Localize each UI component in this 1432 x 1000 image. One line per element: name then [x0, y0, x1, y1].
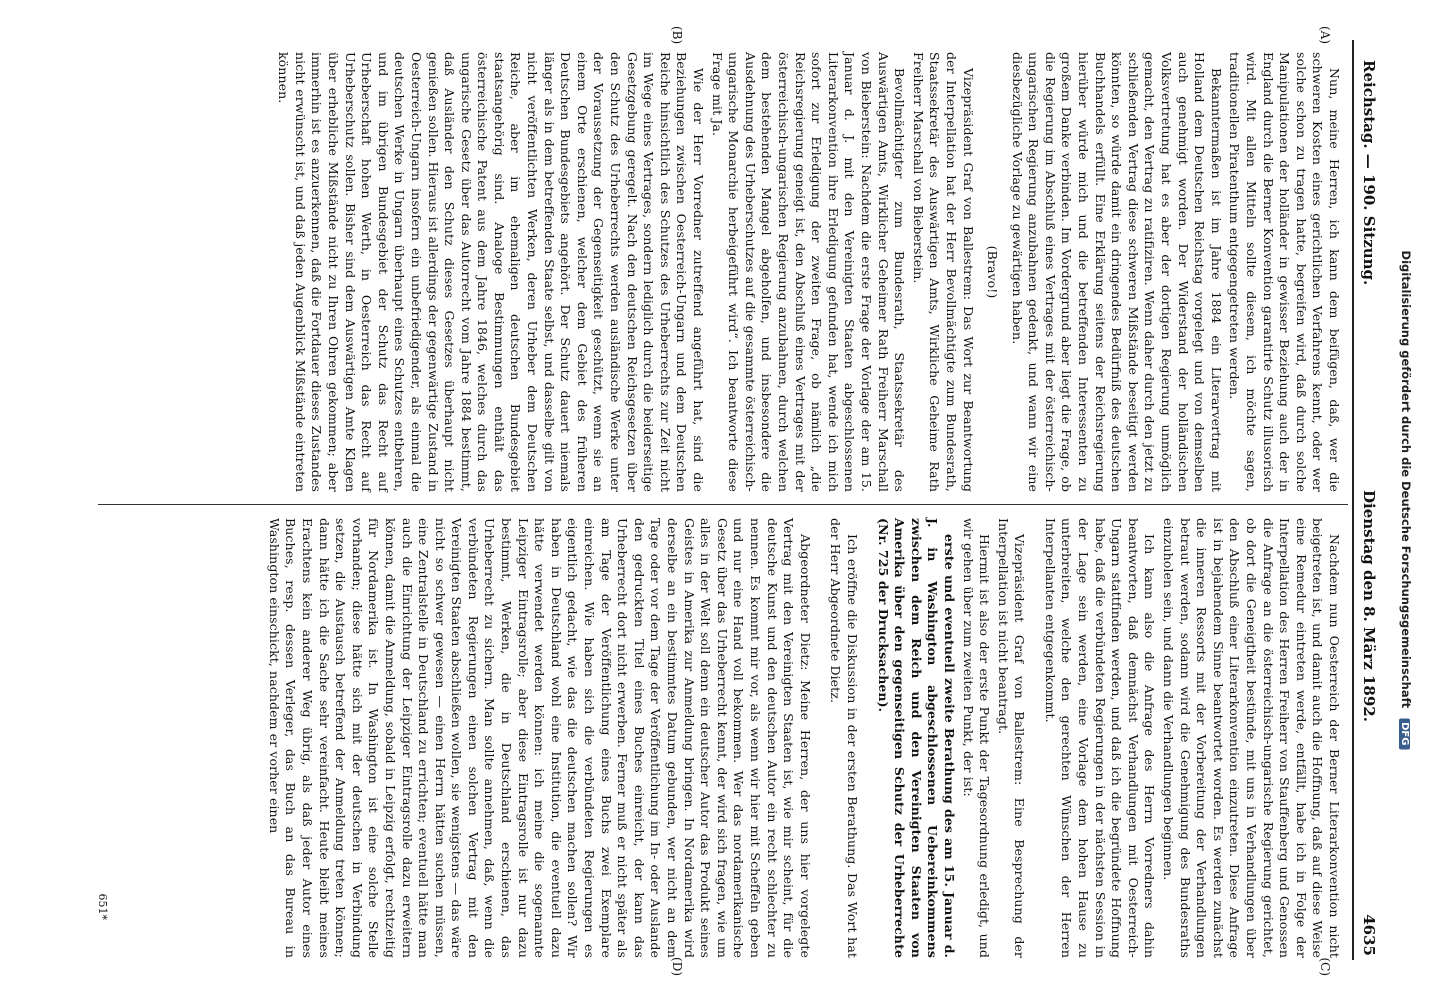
- paragraph: Abgeordneter Dietz: Meine Herren, der uns hier vorgelegte Vertrag mit den Vereinigten Staaten ist, wie mir scheint, für die deutsche Kunst und den deutschen Autor ein recht schlechter zu nennen. Es kommt mir vor, als wenn wir hier mit Scheffeln geben und nur eine Hand voll bekommen. Wer das nordamerikanische Gesetz über das Urheberrecht kennt, der wird sich fragen, wie um alles in der Welt soll denn ein deutscher Autor das Produkt seines Geistes in Amerika zur Anmeldung bringen. In Nordamerika wird derselbe an ein bestimmtes Datum gebunden, wer nicht an dem Tage oder vor dem Tage der Veröffentlichung im In- oder Auslande den gedruckten Titel eines Buches einreicht, der kann das Urheberrecht dort nicht erwerben. Ferner muß er nicht später als am Tage der Veröffentlichung eines Buchs zwei Exemplare einreichen. Wie haben sich die verbündeten Regierungen es eigentlich gedacht, wie das die deutschen machen sollen? Wir haben in Deutschland wohl eine Institution, die eventuell dazu hätte verwendet werden können: ich meine die sogenannte Leipziger Eintragsrolle; aber diese Eintragsrolle ist nur dazu bestimmt, Werken, die in Deutschland erschienen, das Urheberrecht zu sichern. Man sollte annehmen, daß, wenn die verbündeten Regierungen einen solchen Vertrag mit den Vereinigten Staaten abschließen wollen, sie wenigstens — das wäre nicht so schwer gewesen — einen Herrn hätten suchen müssen, eine Zentralstelle in Deutschland zu errichten; eventuell hätte man auch die Einrichtung der Leipziger Eintragsrolle dazu erweitern können, damit die Anmeldung, sobald in Leipzig erfolgt, rechtzeitig für Nordamerika ist. In Washington ist eine solche Stelle vorhanden; diese hätte sich mit der deutschen in Verbindung setzen, die Austausch betreffend der Anmeldung treten können; dann hätte ich die Sache sehr vereinfacht. Heute bleibt meines Erachtens kein anderer Weg übrig, als daß jeder Autor eines Buches, resp. dessen Verleger, das Buch an das Bureau in Washington einschickt, nachdem er vorher einen: [266, 518, 813, 958]
- header-rule: [1352, 40, 1354, 960]
- right-column: [102, 518, 1342, 958]
- paragraph: Ich eröffne die Diskussion in der ersten Berathung. Das Wort hat der Herr Abgeordnete Dietz.: [828, 518, 860, 958]
- margin-marker-a: (A): [1318, 26, 1332, 45]
- left-column: [102, 52, 1342, 492]
- paragraph: Vizepräsident Graf von Ballestrem: Eine Besprechung der Interpellation ist nicht beantragt.: [995, 518, 1028, 958]
- header-date: Dienstag den 8. März 1892.: [1360, 490, 1378, 722]
- paragraph: Ich kann also die Anfrage des Herrn Vorredners dahin beantworten, daß demnächst Verhandlungen mit Oesterreich-Ungarn stattfinden werden, und daß ich die begründete Hoffnung habe, daß die verbündeten Regierungen in der nächsten Session in der Lage sein werden, eine Vorlage dem hohen Hause zu unterbreiten, welche den gerechten Wünschen der Herren Interpellanten entgegenkommt.: [1042, 518, 1158, 958]
- agenda-item: erste und eventuell zweite Berathung des am 15. Januar d. J. in Washington abgeschlossenen Uebereinkommens zwischen dem Reich und den Vereinigten Staaten von Amerika über den gegenseitigen Schutz der Urheberrechte (Nr. 725 der Drucksachen).: [875, 518, 957, 958]
- footer-code: 651*: [96, 893, 109, 920]
- paragraph: Nun, meine Herren, ich kann dem beifügen, daß, wer die schweren Kosten eines gerichtlichen Verfahrens kennt, oder wer solche schon zu tragen hatte, begreifen wird, daß durch solche Manipulationen der holländer in gewisser Beziehung auch der in England durch die Berner Konvention garantirte Schutz illusorisch wird. Mit allen Mitteln sollte diesem, ich möchte sagen, traditionellen Piratenthum entgegengetreten werden.: [1227, 52, 1342, 492]
- margin-marker-b: (B): [670, 26, 684, 45]
- credit-text: Digitalisierung gefördert durch die Deutsche Forschungsgemeinschaft: [1399, 250, 1413, 709]
- column-divider: [98, 504, 1348, 505]
- margin-marker-d: (D): [670, 957, 684, 976]
- rotated-page-content: [48, 20, 1384, 980]
- paragraph-gap: [860, 518, 872, 958]
- paragraph: Hiermit ist also der erste Punkt der Tagesordnung erledigt, und wir gehen über zum zweiten Punkt, der ist:: [960, 518, 993, 958]
- paragraph-gap: [1027, 518, 1039, 958]
- paragraph-gap: [813, 518, 825, 958]
- margin-marker-c: (C): [1318, 957, 1332, 976]
- paragraph: Vizepräsident Graf von Ballestrem: Das Wort zur Beantwortung der Interpellation hat der Herr Bevollmächtigte zum Bundesrath, Staatssekretär des Auswärtigen Amts, Wirkliche Geheime Rath Freiherr Marschall von Bieberstein.: [910, 52, 976, 492]
- paragraph: Bekanntermaßen ist im Jahre 1884 ein Literarvertrag mit Holland dem Deutschen Reichstag vorgelegt und von demselben auch genehmigt worden. Der Widerstand der holländischen Volksvertretung hat es aber der dortigen Regierung unmöglich gemacht, den Vertrag zu ratifiziren. Wenn daher durch den jetzt zu schließenden Vertrag diese schweren Mißstände beseitigt werden könnten, so würde damit ein dringendes Bedürfniß des deutschen Buchhandels erfüllt. Eine Erklärung seitens der Reichsregierung hierüber würde mich und die betreffenden Interessenten zu großem Danke verbinden. Im Vordergrund aber liegt die Frage, ob die Regierung im Abschluß eines Vertrages mit der österreichisch-ungarischen Regierung anzubahnen gedenkt, und wann wir eine diesbezügliche Vorlage zu gewärtigen haben.: [1009, 52, 1224, 492]
- dfg-logo: DFG: [1399, 718, 1410, 749]
- applause-note: (Bravo!): [985, 245, 1001, 299]
- page-number: 4635: [1360, 914, 1378, 956]
- header-left: Reichstag. — 190. Sitzung.: [1360, 60, 1378, 286]
- paragraph: Bevollmächtigter zum Bundesrath, Staatssekretär des Auswärtigen Amts, Wirklicher Geheimer Rath Freiherr Marschall von Bieberstein: Nachdem die erste Frage der Vorlage der am 15. Januar d. J. mit den Vereinigten Staaten abgeschlossenen Literarkonvention ihre Erledigung gefunden hat, wende ich mich sofort zur Erledigung der zweiten Frage, ob nämlich „die Reichsregierung geneigt ist, den Abschluß eines Vertrages mit der österreichisch-ungarischen Regierung anzubahnen, durch welchen dem bestehenden Mangel abgeholfen, und insbesondere die Ausdehnung des Urheberschutzes auf die gesammte österreichisch-ungarische Monarchie herbeigeführt wird“. Ich beantworte diese Frage mit Ja.: [709, 52, 908, 492]
- paragraph: Wie der Herr Vorredner zutreffend angeführt hat, sind die Beziehungen zwischen Oesterreich-Ungarn und dem Deutschen Reiche hinsichtlich des Schutzes des Urheberrechts zur Zeit nicht im Wege eines Vertrages, sondern lediglich durch die beiderseitige Gesetzgebung geregelt. Nach den deutschen Reichsgesetzen über den Schutz des Urheberrechts werden ausländische Werke unter der Voraussetzung der Gegenseitigkeit geschützt, wenn sie an einem Orte erschienen, welcher dem Gebiet des früheren Deutschen Bundesgebiets angehört. Der Schutz dauert niemals länger als in dem betreffenden Staate selbst, und dasselbe gilt von nicht veröffentlichten Werken, deren Urheber dem Deutschen Reiche, aber im ehemaligen deutschen Bundesgebiet staatsangehörig sind. Analoge Bestimmungen enthält das österreichische Patent aus dem Jahre 1846, welches durch das ungarische Gesetz über das Autorrecht vom Jahre 1884 bestimmt, daß Ausländer den Schutz dieses Gesetzes überhaupt nicht genießen sollen. Hieraus ist allerdings der gegenwärtige Zustand in Oesterreich-Ungarn insofern ein unbefriedigender, als einmal die deutschen Werke in Ungarn überhaupt eines Schutzes entbehren, und im übrigen Bundesgebiet der Schutz das Recht auf Urheberschaft hohen Werth, in Oesterreich das Recht auf Urheberschutz sollen. Bisher sind dem Auswärtigen Amte Klagen über erhebliche Mißstände nicht zu Ihren Ohren gekommen; aber immerhin ist es anzuerkennen, daß die Fortdauer dieses Zustandes nicht erwünscht ist, und daß jeden Augenblick Mißstände eintreten können.: [276, 52, 707, 492]
- dfg-credit: [1399, 251, 1413, 750]
- paragraph: Nachdem nun Oesterreich der Berner Literarkonvention nicht beigetreten ist, und damit auch die Hoffnung, daß auf diese Weise eine Remedur eintreten werde, entfällt, habe ich in Folge der Interpellation des Herren Freiherr von Stauffenberg und Genossen die Anfrage an die österreichisch-ungarische Regierung gerichtet, ob dort die Geneigtheit bestünde, mit uns in Verhandlungen über den Abschluß einer Literarkonvention einzutreten. Diese Anfrage ist in bejahendem Sinne beantwortet worden. Es werden zunächst die inneren Ressorts mit der Vorbereitung der Verhandlungen betraut werden, sodann wird die Genehmigung des Bundesraths einzuholen sein, und dann die Verhandlungen beginnen.: [1161, 518, 1342, 958]
- page-header: [1350, 20, 1384, 980]
